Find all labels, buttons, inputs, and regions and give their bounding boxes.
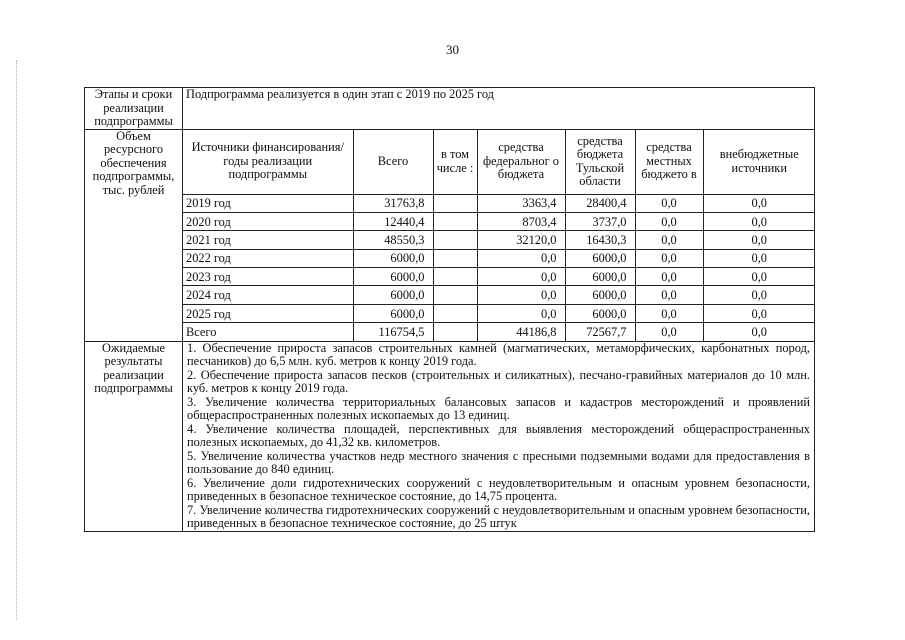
funding-header-row [183, 130, 815, 195]
funding-row-0 [183, 194, 815, 212]
header-regional: средства бюджета Тульской области [565, 130, 635, 195]
regional-cell: 6000,0 [565, 249, 635, 267]
extra-cell: 0,0 [703, 304, 815, 322]
federal-cell: 0,0 [477, 249, 565, 267]
year-cell: 2022 год [183, 249, 353, 267]
regional-cell: 72567,7 [565, 323, 635, 341]
federal-cell: 8703,4 [477, 212, 565, 230]
header-including: в том числе : [433, 130, 477, 195]
including-cell [433, 212, 477, 230]
local-cell: 0,0 [635, 286, 703, 304]
page-number: 30 [446, 42, 459, 57]
total-cell: 6000,0 [353, 249, 433, 267]
result-item-2: 2. Обеспечение прироста запасов песков (строительных и силикатных), песчано-гравийных материалов до 10 млн. куб. метров к концу 2019 года. [187, 367, 810, 396]
local-cell: 0,0 [635, 304, 703, 322]
total-cell: 31763,8 [353, 194, 433, 212]
including-cell [433, 194, 477, 212]
result-item-4: 4. Увеличение количества площадей, перспективных для выявления месторождений общераспространенных полезных ископаемых, до 41,32 кв. километров. [187, 421, 810, 450]
year-cell: 2020 год [183, 212, 353, 230]
local-cell: 0,0 [635, 212, 703, 230]
extra-cell: 0,0 [703, 194, 815, 212]
local-cell: 0,0 [635, 249, 703, 267]
result-item-3: 3. Увеличение количества территориальных балансовых запасов и кадастров месторождений и проявлений общераспространенных полезных ископаемых до 13 единиц. [187, 394, 810, 423]
funding-table [183, 130, 815, 341]
including-cell [433, 249, 477, 267]
funding-label: Объем ресурсного обеспечения подпрограммы, тыс. рублей [85, 129, 183, 341]
including-cell [433, 286, 477, 304]
federal-cell: 44186,8 [477, 323, 565, 341]
result-item-1: 1. Обеспечение прироста запасов строительных камней (магматических, метаморфических, карбонатных пород, песчаников) до 6,5 млн. куб. метров к концу 2019 года. [187, 340, 810, 369]
regional-cell: 6000,0 [565, 304, 635, 322]
funding-row-7 [183, 323, 815, 341]
stages-row [85, 88, 815, 130]
funding-row-2 [183, 231, 815, 249]
header-total: Всего [353, 130, 433, 195]
federal-cell: 0,0 [477, 268, 565, 286]
funding-row-5 [183, 286, 815, 304]
funding-row-6 [183, 304, 815, 322]
header-extra: внебюджетные источники [703, 130, 815, 195]
results-row [85, 341, 815, 531]
regional-cell: 28400,4 [565, 194, 635, 212]
federal-cell: 0,0 [477, 304, 565, 322]
program-passport-table [84, 87, 815, 532]
results-label: Ожидаемые результаты реализации подпрограммы [85, 341, 183, 531]
regional-cell: 16430,3 [565, 231, 635, 249]
result-item-7: 7. Увеличение количества гидротехнических сооружений с неудовлетворительным и опасным уровнем безопасности, приведенных в безопасное техническое состояние, до 25 штук [187, 502, 810, 531]
funding-cell [183, 129, 815, 341]
regional-cell: 6000,0 [565, 268, 635, 286]
funding-row-1 [183, 212, 815, 230]
stages-value: Подпрограмма реализуется в один этап с 2019 по 2025 год [183, 88, 815, 130]
extra-cell: 0,0 [703, 268, 815, 286]
funding-row [85, 129, 815, 341]
extra-cell: 0,0 [703, 323, 815, 341]
margin-dotted-line [16, 60, 18, 620]
result-item-5: 5. Увеличение количества участков недр местного значения с пресными подземными водами для предоставления в пользование до 840 единиц. [187, 448, 810, 477]
total-cell: 12440,4 [353, 212, 433, 230]
including-cell [433, 304, 477, 322]
local-cell: 0,0 [635, 194, 703, 212]
year-cell: 2025 год [183, 304, 353, 322]
year-cell: 2024 год [183, 286, 353, 304]
header-federal: средства федеральног о бюджета [477, 130, 565, 195]
total-cell: 6000,0 [353, 304, 433, 322]
year-cell: 2019 год [183, 194, 353, 212]
year-cell: 2023 год [183, 268, 353, 286]
extra-cell: 0,0 [703, 231, 815, 249]
total-cell: 48550,3 [353, 231, 433, 249]
including-cell [433, 268, 477, 286]
local-cell: 0,0 [635, 268, 703, 286]
stages-label: Этапы и сроки реализации подпрограммы [85, 88, 183, 130]
extra-cell: 0,0 [703, 212, 815, 230]
extra-cell: 0,0 [703, 249, 815, 267]
header-source: Источники финансирования/ годы реализации подпрограммы [183, 130, 353, 195]
extra-cell: 0,0 [703, 286, 815, 304]
total-cell: 116754,5 [353, 323, 433, 341]
header-local: средства местных бюджето в [635, 130, 703, 195]
year-cell: Всего [183, 323, 353, 341]
local-cell: 0,0 [635, 323, 703, 341]
federal-cell: 0,0 [477, 286, 565, 304]
local-cell: 0,0 [635, 231, 703, 249]
results-list [183, 341, 815, 531]
total-cell: 6000,0 [353, 286, 433, 304]
regional-cell: 3737,0 [565, 212, 635, 230]
federal-cell: 32120,0 [477, 231, 565, 249]
year-cell: 2021 год [183, 231, 353, 249]
regional-cell: 6000,0 [565, 286, 635, 304]
funding-row-4 [183, 268, 815, 286]
total-cell: 6000,0 [353, 268, 433, 286]
federal-cell: 3363,4 [477, 194, 565, 212]
including-cell [433, 231, 477, 249]
funding-row-3 [183, 249, 815, 267]
including-cell [433, 323, 477, 341]
result-item-6: 6. Увеличение доли гидротехнических сооружений с неудовлетворительным и опасным уровнем безопасности, приведенных в безопасное техническое состояние, до 14,75 процента. [187, 475, 810, 504]
